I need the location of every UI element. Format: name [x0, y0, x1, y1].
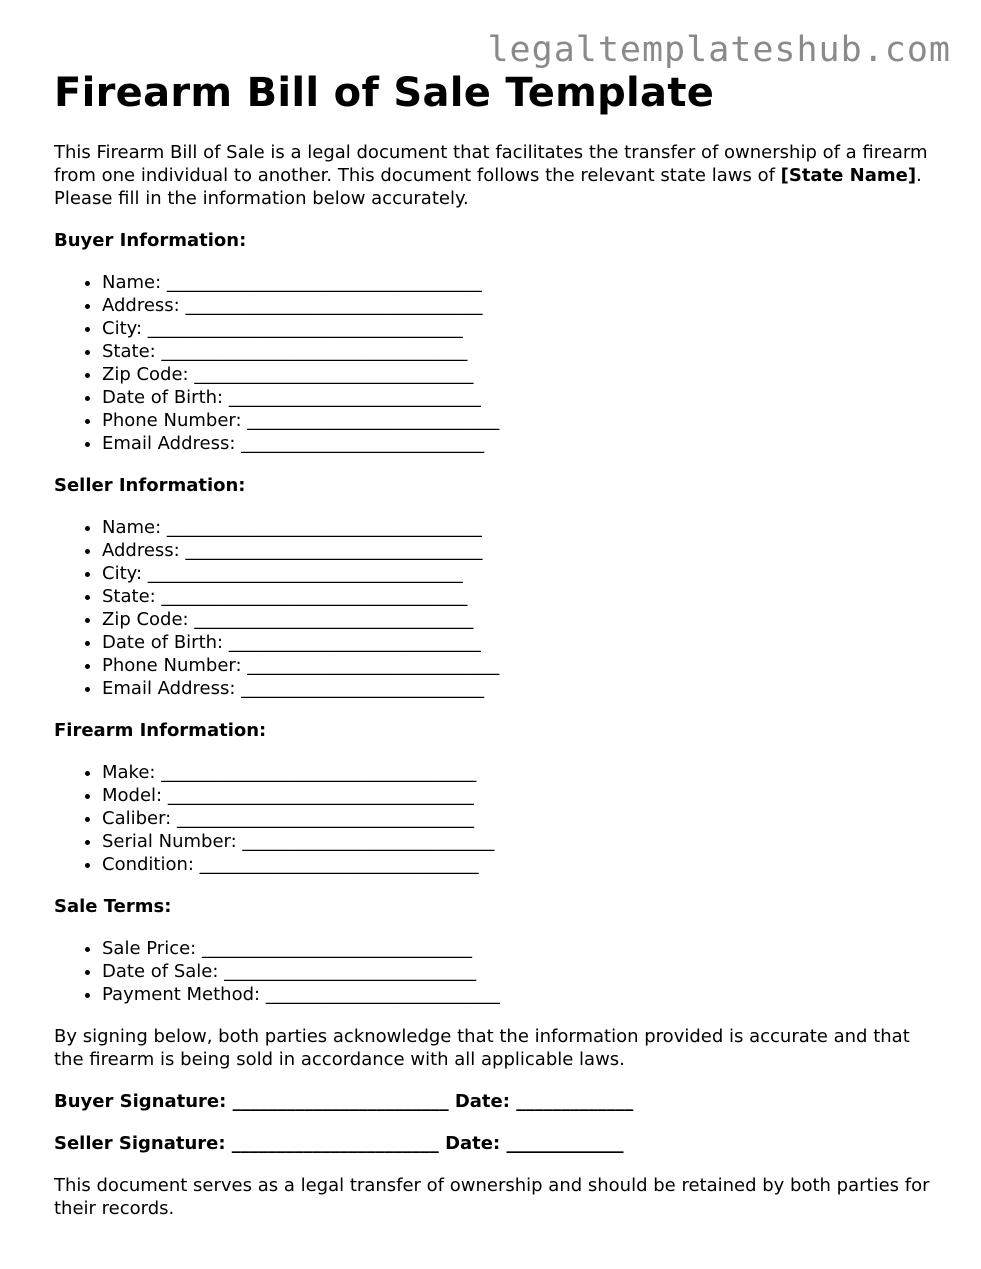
buyer-heading: Buyer Information: — [54, 230, 247, 251]
seller-city-field: • City: ___________________________________ — [102, 562, 934, 585]
firearm-field-list — [54, 761, 934, 876]
firearm-heading: Firearm Information: — [54, 720, 267, 741]
seller-address-field: • Address: _________________________________ — [102, 539, 934, 562]
seller-phone-field: • Phone Number: ____________________________ — [102, 654, 934, 677]
buyer-city-field: • City: ___________________________________ — [102, 317, 934, 340]
buyer-address-field: • Address: _________________________________ — [102, 294, 934, 317]
seller-heading: Seller Information: — [54, 475, 246, 496]
firearm-caliber-field: • Caliber: _________________________________ — [102, 807, 934, 830]
firearm-make-field: • Make: ___________________________________ — [102, 761, 934, 784]
sale-date-field: • Date of Sale: ____________________________ — [102, 960, 934, 983]
firearm-serial-field: • Serial Number: ____________________________ — [102, 830, 934, 853]
terms-heading: Sale Terms: — [54, 896, 172, 917]
acknowledgement-paragraph: By signing below, both parties acknowledge that the information provided is accurate and that the firearm is being sold in accordance with all applicable laws. — [54, 1026, 910, 1070]
seller-signature-line: Seller Signature: _______________________ Date: _____________ — [54, 1133, 624, 1154]
buyer-email-field: • Email Address: ___________________________ — [102, 432, 934, 455]
sale-price-field: • Sale Price: ______________________________ — [102, 937, 934, 960]
buyer-dob-field: • Date of Birth: ____________________________ — [102, 386, 934, 409]
document-title: Firearm Bill of Sale Template — [54, 70, 715, 116]
intro-text-before: This Firearm Bill of Sale is a legal document that facilitates the transfer of ownership of a firearm from one individual to another. This document follows the relevant state laws of — [54, 142, 928, 186]
firearm-condition-field: • Condition: _______________________________ — [102, 853, 934, 876]
intro-paragraph — [54, 141, 934, 210]
document-body — [54, 68, 934, 1220]
seller-state-field: • State: __________________________________ — [102, 585, 934, 608]
payment-method-field: • Payment Method: __________________________ — [102, 983, 934, 1006]
seller-field-list — [54, 516, 934, 700]
intro-text-after: . Please fill in the information below accurately. — [54, 165, 922, 209]
firearm-model-field: • Model: __________________________________ — [102, 784, 934, 807]
buyer-field-list — [54, 271, 934, 455]
buyer-name-field: • Name: ___________________________________ — [102, 271, 934, 294]
footer-paragraph: This document serves as a legal transfer of ownership and should be retained by both parties for their records. — [54, 1175, 930, 1219]
buyer-phone-field: • Phone Number: ____________________________ — [102, 409, 934, 432]
state-name-placeholder: [State Name] — [780, 165, 917, 186]
buyer-state-field: • State: __________________________________ — [102, 340, 934, 363]
terms-field-list — [54, 937, 934, 1006]
seller-zip-field: • Zip Code: _______________________________ — [102, 608, 934, 631]
buyer-zip-field: • Zip Code: _______________________________ — [102, 363, 934, 386]
seller-dob-field: • Date of Birth: ____________________________ — [102, 631, 934, 654]
buyer-signature-line: Buyer Signature: ________________________ Date: _____________ — [54, 1091, 634, 1112]
seller-name-field: • Name: ___________________________________ — [102, 516, 934, 539]
seller-email-field: • Email Address: ___________________________ — [102, 677, 934, 700]
watermark: legaltemplateshub.com — [487, 30, 951, 70]
